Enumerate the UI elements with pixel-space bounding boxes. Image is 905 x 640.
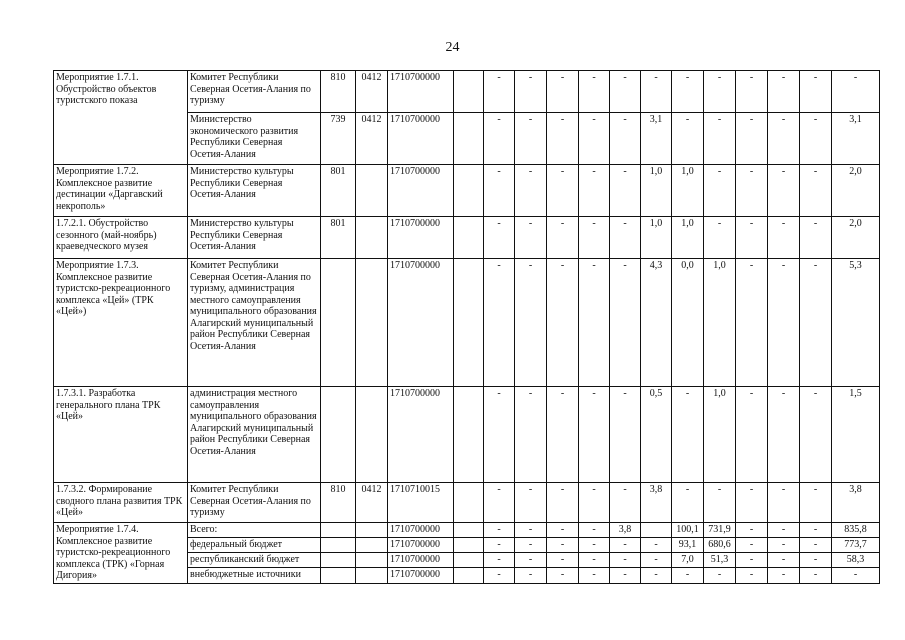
value-cell: -	[484, 217, 515, 259]
value-cell	[454, 538, 484, 553]
value-cell: 1,0	[641, 217, 672, 259]
value-cell: 1,5	[832, 387, 880, 483]
table-row	[54, 71, 880, 113]
value-cell: -	[547, 538, 579, 553]
value-cell: -	[641, 71, 672, 113]
value-cell: -	[768, 71, 800, 113]
value-cell: -	[579, 523, 610, 538]
value-cell: -	[579, 165, 610, 217]
rzpr-cell	[356, 523, 388, 538]
value-cell	[454, 113, 484, 165]
value-cell: 3,8	[641, 483, 672, 523]
value-cell: -	[579, 538, 610, 553]
value-cell	[454, 217, 484, 259]
table-row	[54, 217, 880, 259]
value-cell: -	[768, 387, 800, 483]
value-cell: 1,0	[672, 165, 704, 217]
value-cell: -	[736, 165, 768, 217]
rzpr-cell	[356, 553, 388, 568]
value-cell: -	[547, 553, 579, 568]
value-cell: -	[736, 483, 768, 523]
rzpr-cell	[356, 217, 388, 259]
rzpr-cell: 0412	[356, 483, 388, 523]
value-cell: -	[736, 71, 768, 113]
value-cell: -	[610, 387, 641, 483]
value-cell: -	[610, 538, 641, 553]
value-cell: -	[610, 71, 641, 113]
value-cell	[454, 553, 484, 568]
value-cell: 3,8	[832, 483, 880, 523]
value-cell: -	[579, 71, 610, 113]
value-cell: -	[704, 165, 736, 217]
executor-cell: Министерство культуры Республики Северная Осетия-Алания	[188, 217, 321, 259]
value-cell: 2,0	[832, 217, 880, 259]
page-number: 24	[445, 40, 460, 55]
grbs-cell: 739	[321, 113, 356, 165]
value-cell	[454, 568, 484, 583]
grbs-cell	[321, 387, 356, 483]
grbs-cell: 810	[321, 483, 356, 523]
value-cell: -	[736, 523, 768, 538]
value-cell: 0,0	[672, 259, 704, 387]
value-cell: 3,8	[610, 523, 641, 538]
value-cell: 3,1	[641, 113, 672, 165]
value-cell: -	[547, 217, 579, 259]
value-cell: -	[579, 387, 610, 483]
value-cell: 1,0	[641, 165, 672, 217]
value-cell: -	[800, 217, 832, 259]
value-cell: -	[768, 165, 800, 217]
value-cell: -	[736, 113, 768, 165]
rzpr-cell	[356, 259, 388, 387]
value-cell: -	[768, 523, 800, 538]
grbs-cell	[321, 523, 356, 538]
value-cell: -	[768, 538, 800, 553]
value-cell: -	[484, 483, 515, 523]
value-cell: 835,8	[832, 523, 880, 538]
executor-cell: Всего:	[188, 523, 321, 538]
value-cell: -	[736, 387, 768, 483]
rzpr-cell	[356, 387, 388, 483]
value-cell: -	[800, 387, 832, 483]
value-cell: -	[547, 71, 579, 113]
value-cell: -	[672, 113, 704, 165]
value-cell: -	[547, 483, 579, 523]
value-cell: -	[736, 568, 768, 583]
value-cell: -	[800, 71, 832, 113]
value-cell: -	[768, 568, 800, 583]
value-cell: -	[736, 259, 768, 387]
value-cell: -	[641, 538, 672, 553]
value-cell: -	[800, 568, 832, 583]
csr-cell: 1710700000	[388, 523, 454, 538]
rzpr-cell	[356, 538, 388, 553]
value-cell: -	[672, 71, 704, 113]
executor-cell: Министерство экономического развития Республики Северная Осетия-Алания	[188, 113, 321, 165]
value-cell: -	[515, 259, 547, 387]
value-cell: -	[515, 165, 547, 217]
grbs-cell: 801	[321, 165, 356, 217]
value-cell	[454, 165, 484, 217]
value-cell: -	[704, 113, 736, 165]
value-cell: -	[484, 523, 515, 538]
executor-cell: Комитет Республики Северная Осетия-Алания по туризму	[188, 483, 321, 523]
grbs-cell: 801	[321, 217, 356, 259]
value-cell: -	[515, 387, 547, 483]
value-cell: -	[515, 71, 547, 113]
value-cell: -	[484, 259, 515, 387]
value-cell: 0,5	[641, 387, 672, 483]
value-cell: -	[832, 71, 880, 113]
value-cell: -	[704, 71, 736, 113]
value-cell: -	[484, 387, 515, 483]
value-cell: -	[579, 483, 610, 523]
rzpr-cell	[356, 165, 388, 217]
value-cell: -	[547, 523, 579, 538]
csr-cell: 1710700000	[388, 387, 454, 483]
table-row	[54, 523, 880, 538]
event-cell: Мероприятие 1.7.3. Комплексное развитие туристско-рекреационного комплекса «Цей» (ТРК «Цей»)	[54, 259, 188, 387]
executor-cell: Комитет Республики Северная Осетия-Алания по туризму	[188, 71, 321, 113]
value-cell: -	[610, 217, 641, 259]
value-cell: -	[768, 259, 800, 387]
value-cell: -	[515, 217, 547, 259]
value-cell: -	[579, 568, 610, 583]
csr-cell: 1710700000	[388, 217, 454, 259]
value-cell: -	[672, 387, 704, 483]
value-cell	[454, 259, 484, 387]
value-cell: -	[832, 568, 880, 583]
value-cell	[454, 483, 484, 523]
value-cell: -	[610, 568, 641, 583]
value-cell: -	[610, 483, 641, 523]
value-cell: -	[610, 553, 641, 568]
value-cell: -	[800, 259, 832, 387]
value-cell: 1,0	[704, 259, 736, 387]
event-cell: 1.7.3.2. Формирование сводного плана развития ТРК «Цей»	[54, 483, 188, 523]
event-cell: 1.7.2.1. Обустройство сезонного (май-ноябрь) краеведческого музея	[54, 217, 188, 259]
value-cell: -	[579, 217, 610, 259]
value-cell: -	[515, 553, 547, 568]
value-cell: 2,0	[832, 165, 880, 217]
value-cell: -	[484, 113, 515, 165]
executor-cell: федеральный бюджет	[188, 538, 321, 553]
value-cell	[454, 387, 484, 483]
value-cell: -	[800, 553, 832, 568]
value-cell: 773,7	[832, 538, 880, 553]
value-cell: -	[736, 538, 768, 553]
value-cell: -	[768, 113, 800, 165]
value-cell: -	[768, 553, 800, 568]
grbs-cell	[321, 553, 356, 568]
csr-cell: 1710700000	[388, 553, 454, 568]
value-cell: 51,3	[704, 553, 736, 568]
value-cell: -	[484, 165, 515, 217]
grbs-cell	[321, 259, 356, 387]
value-cell: -	[547, 387, 579, 483]
value-cell: -	[579, 553, 610, 568]
budget-table	[53, 70, 880, 584]
executor-cell: внебюджетные источники	[188, 568, 321, 583]
executor-cell: Министерство культуры Республики Северная Осетия-Алания	[188, 165, 321, 217]
executor-cell: администрация местного самоуправления муниципального образования Алагирский муниципальный район Республики Северная Осетия-Алания	[188, 387, 321, 483]
table-row	[54, 387, 880, 483]
value-cell: -	[704, 568, 736, 583]
value-cell: -	[800, 523, 832, 538]
value-cell: -	[800, 165, 832, 217]
value-cell: -	[610, 165, 641, 217]
rzpr-cell	[356, 568, 388, 583]
value-cell: 1,0	[672, 217, 704, 259]
value-cell: -	[547, 259, 579, 387]
table-row	[54, 483, 880, 523]
table-body	[54, 71, 880, 584]
value-cell: -	[704, 217, 736, 259]
value-cell: -	[515, 568, 547, 583]
value-cell: -	[672, 483, 704, 523]
value-cell: 680,6	[704, 538, 736, 553]
executor-cell: республиканский бюджет	[188, 553, 321, 568]
value-cell: 3,1	[832, 113, 880, 165]
grbs-cell	[321, 568, 356, 583]
value-cell: -	[736, 553, 768, 568]
executor-cell: Комитет Республики Северная Осетия-Алания по туризму, администрация местного самоуправления муниципального образования Алагирский муниципальный район Республики Северная Осетия-Алания	[188, 259, 321, 387]
value-cell	[454, 523, 484, 538]
value-cell: 4,3	[641, 259, 672, 387]
rzpr-cell: 0412	[356, 113, 388, 165]
rzpr-cell: 0412	[356, 71, 388, 113]
value-cell: -	[641, 553, 672, 568]
value-cell: -	[547, 113, 579, 165]
csr-cell: 1710710015	[388, 483, 454, 523]
event-cell: Мероприятие 1.7.2. Комплексное развитие дестинации «Даргавский некрополь»	[54, 165, 188, 217]
value-cell	[454, 71, 484, 113]
value-cell: -	[641, 568, 672, 583]
value-cell: -	[515, 113, 547, 165]
value-cell: -	[515, 538, 547, 553]
value-cell: -	[579, 259, 610, 387]
table-row	[54, 259, 880, 387]
value-cell: 100,1	[672, 523, 704, 538]
value-cell: -	[515, 523, 547, 538]
table-row	[54, 165, 880, 217]
event-cell: Мероприятие 1.7.4. Комплексное развитие туристско-рекреационного комплекса (ТРК) «Горная Дигория»	[54, 523, 188, 584]
value-cell: -	[484, 71, 515, 113]
value-cell	[641, 523, 672, 538]
value-cell: -	[768, 483, 800, 523]
event-cell: Мероприятие 1.7.1. Обустройство объектов туристского показа	[54, 71, 188, 165]
value-cell: -	[515, 483, 547, 523]
value-cell: -	[800, 483, 832, 523]
value-cell: -	[547, 165, 579, 217]
value-cell: -	[484, 553, 515, 568]
value-cell: -	[768, 217, 800, 259]
event-cell: 1.7.3.1. Разработка генерального плана ТРК «Цей»	[54, 387, 188, 483]
value-cell: -	[484, 568, 515, 583]
csr-cell: 1710700000	[388, 568, 454, 583]
csr-cell: 1710700000	[388, 113, 454, 165]
value-cell: 1,0	[704, 387, 736, 483]
value-cell: -	[800, 538, 832, 553]
value-cell: 731,9	[704, 523, 736, 538]
value-cell: -	[610, 113, 641, 165]
grbs-cell	[321, 538, 356, 553]
csr-cell: 1710700000	[388, 71, 454, 113]
value-cell: -	[484, 538, 515, 553]
value-cell: -	[800, 113, 832, 165]
value-cell: -	[610, 259, 641, 387]
value-cell: -	[672, 568, 704, 583]
csr-cell: 1710700000	[388, 165, 454, 217]
value-cell: -	[736, 217, 768, 259]
value-cell: 93,1	[672, 538, 704, 553]
value-cell: -	[704, 483, 736, 523]
value-cell: 5,3	[832, 259, 880, 387]
csr-cell: 1710700000	[388, 259, 454, 387]
csr-cell: 1710700000	[388, 538, 454, 553]
value-cell: -	[579, 113, 610, 165]
grbs-cell: 810	[321, 71, 356, 113]
value-cell: 58,3	[832, 553, 880, 568]
value-cell: 7,0	[672, 553, 704, 568]
value-cell: -	[547, 568, 579, 583]
